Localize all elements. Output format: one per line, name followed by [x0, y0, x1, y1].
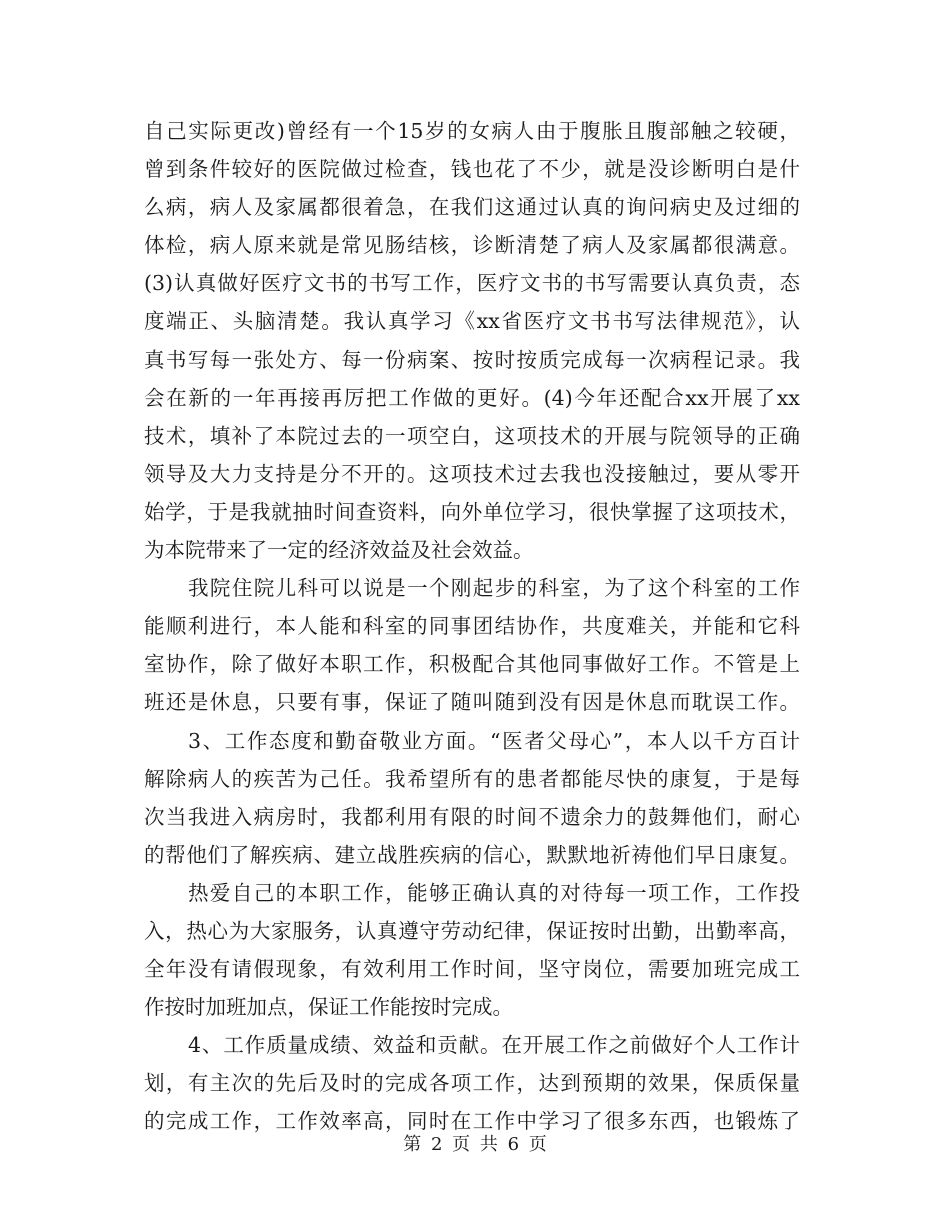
text-line: 入，热心为大家服务，认真遵守劳动纪律，保证按时出勤，出勤率高， — [144, 918, 800, 943]
text-line: 解除病人的疾苦为己任。我希望所有的患者都能尽快的康复，于是每 — [144, 766, 800, 791]
text-line: 作按时加班加点，保证工作能按时完成。 — [144, 995, 513, 1020]
text-line: 划，有主次的先后及时的完成各项工作，达到预期的效果，保质保量 — [144, 1071, 800, 1096]
text-line: 3、工作态度和勤奋敬业方面。“医者父母心”，本人以千方百计 — [188, 728, 800, 753]
page-number-footer: 第 2 页 共 6 页 — [403, 1134, 547, 1155]
body-text — [144, 112, 800, 1141]
text-line: 领导及大力支持是分不开的。这项技术过去我也没接触过，要从零开 — [144, 461, 800, 486]
text-line: 技术，填补了本院过去的一项空白，这项技术的开展与院领导的正确 — [144, 423, 800, 448]
text-line: (3)认真做好医疗文书的书写工作，医疗文书的书写需要认真负责，态 — [144, 271, 800, 296]
text-line: 么病，病人及家属都很着急，在我们这通过认真的询问病史及过细的 — [144, 195, 800, 220]
text-line: 热爱自己的本职工作，能够正确认真的对待每一项工作，工作投 — [188, 880, 800, 905]
text-line: 能顺利进行，本人能和科室的同事团结协作，共度难关，并能和它科 — [144, 614, 800, 639]
text-line: 曾到条件较好的医院做过检查，钱也花了不少，就是没诊断明白是什 — [144, 157, 800, 182]
text-line: 次当我进入病房时，我都利用有限的时间不遗余力的鼓舞他们，耐心 — [144, 804, 800, 829]
text-line: 度端正、头脑清楚。我认真学习《xx省医疗文书书写法律规范》，认 — [144, 309, 800, 334]
text-line: 班还是休息，只要有事，保证了随叫随到没有因是休息而耽误工作。 — [144, 690, 800, 715]
text-line: 4、工作质量成绩、效益和贡献。在开展工作之前做好个人工作计 — [188, 1033, 800, 1058]
text-line: 为本院带来了一定的经济效益及社会效益。 — [144, 538, 534, 563]
text-line: 体检，病人原来就是常见肠结核，诊断清楚了病人及家属都很满意。 — [144, 233, 800, 258]
text-line: 的完成工作，工作效率高，同时在工作中学习了很多东西，也锻炼了 — [144, 1109, 800, 1134]
text-line: 全年没有请假现象，有效利用工作时间，坚守岗位，需要加班完成工 — [144, 957, 800, 982]
text-line: 室协作，除了做好本职工作，积极配合其他同事做好工作。不管是上 — [144, 652, 800, 677]
text-line: 我院住院儿科可以说是一个刚起步的科室，为了这个科室的工作 — [188, 576, 800, 601]
text-line: 自己实际更改)曾经有一个15岁的女病人由于腹胀且腹部触之较硬， — [144, 119, 800, 143]
text-line: 真书写每一张处方、每一份病案、按时按质完成每一次病程记录。我 — [144, 347, 800, 372]
text-line: 的帮他们了解疾病、建立战胜疾病的信心，默默地祈祷他们早日康复。 — [144, 842, 800, 867]
text-line: 会在新的一年再接再厉把工作做的更好。(4)今年还配合xx开展了xx — [144, 385, 800, 410]
text-line: 始学，于是我就抽时间查资料，向外单位学习，很快掌握了这项技术， — [144, 499, 800, 524]
